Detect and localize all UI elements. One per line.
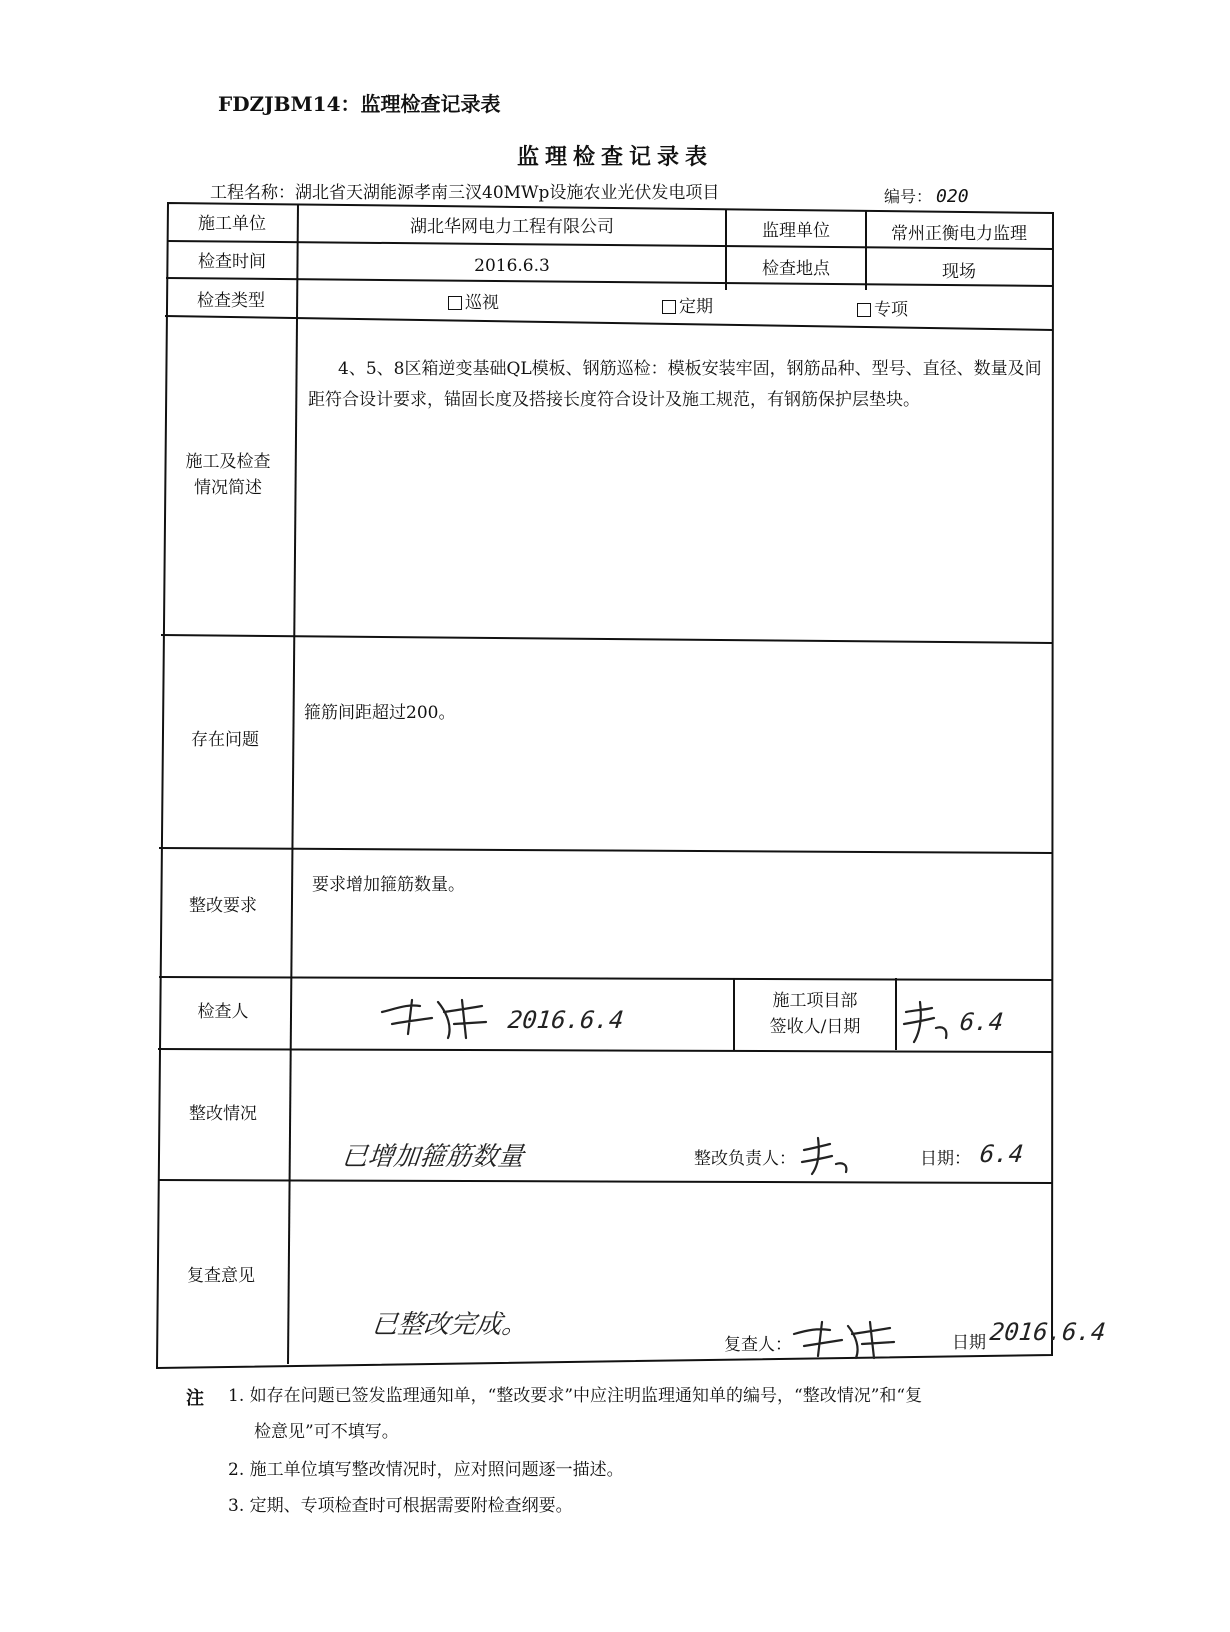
supervisor-value: 常州正衡电力监理 [891,223,1027,244]
time-value: 2016.6.3 [474,255,550,276]
type-option-label: 巡视 [465,292,499,313]
checkbox-special[interactable] [857,303,871,317]
serial-label: 编号： [884,187,933,206]
summary-text: 4、5、8区箱逆变基础QL模板、钢筋巡检：模板安装牢固，钢筋品种、型号、直径、数量及间距符合设计要求，锚固长度及搭接长度符合设计及施工规范，有钢筋保护层垫块。 [308,359,1042,411]
rectify-status-label: 整改情况 [189,1103,257,1124]
inspector-label: 检查人 [197,1001,249,1022]
checkbox-patrol[interactable] [448,296,462,310]
dept-signature [898,998,954,1046]
document-code: FDZJBM14：监理检查记录表 [218,92,501,116]
note-1: 1. 如存在问题已签发监理通知单，“整改要求”中应注明监理通知单的编号，“整改情况”和“复 [228,1386,923,1406]
dept-date: 6.4 [958,1008,1005,1036]
dept-label-line2: 签收人/日期 [769,1017,861,1037]
row-rule-7 [158,1049,1052,1052]
review-opinion: 已整改完成。 [370,1310,530,1340]
inspector-date: 2016.6.4 [506,1006,626,1034]
type-option-periodic[interactable] [662,289,782,325]
rectify-date: 6.4 [978,1140,1025,1168]
type-label: 检查类型 [197,290,265,311]
rectify-person-signature [800,1134,856,1178]
label-column-rule [288,204,298,1364]
form-title: 监理检查记录表 [516,144,713,170]
time-label: 检查时间 [198,251,266,272]
rectify-status-text: 已增加箍筋数量 [340,1142,526,1172]
row-rule-6 [159,977,1052,980]
row-rule-8 [158,1180,1052,1183]
dept-signoff-label [734,982,896,1046]
inspector-signature [378,994,498,1042]
reviewer-label: 复查人： [724,1335,792,1355]
type-option-label: 专项 [874,299,908,320]
rectify-requirement-label: 整改要求 [189,895,257,916]
summary-label-line2: 情况简述 [194,478,262,498]
problem-text: 箍筋间距超过200。 [304,703,456,723]
note-1-continued: 检意见”可不填写。 [254,1422,399,1442]
reviewer-signature [790,1318,900,1362]
type-option-patrol[interactable] [448,285,568,321]
problem-label: 存在问题 [191,729,259,750]
summary-label [164,440,292,510]
place-label: 检查地点 [762,258,830,279]
project-name: 工程名称：湖北省天湖能源孝南三汊40MWp设施农业光伏发电项目 [210,183,720,203]
note-3: 3. 定期、专项检查时可根据需要附检查纲要。 [228,1496,573,1516]
contractor-label: 施工单位 [198,213,266,234]
rectify-person-label: 整改负责人： [694,1149,796,1169]
type-option-special[interactable] [857,292,977,328]
contractor-value: 湖北华网电力工程有限公司 [410,216,614,237]
note-2: 2. 施工单位填写整改情况时，应对照问题逐一描述。 [228,1460,624,1480]
review-date: 2016.6.4 [988,1318,1108,1346]
review-date-label: 日期 [952,1333,986,1353]
type-option-label: 定期 [679,296,713,317]
serial-value: 020 [936,186,969,207]
rectify-date-label: 日期： [920,1149,971,1169]
supervisor-label: 监理单位 [762,220,830,241]
review-label: 复查意见 [187,1265,255,1286]
summary-label-line1: 施工及检查 [185,451,271,472]
rectify-requirement-text: 要求增加箍筋数量。 [312,875,465,895]
notes-label: 注 [186,1388,204,1409]
dept-label-line1: 施工项目部 [772,990,858,1011]
checkbox-periodic[interactable] [662,300,676,314]
place-value: 现场 [942,261,976,282]
